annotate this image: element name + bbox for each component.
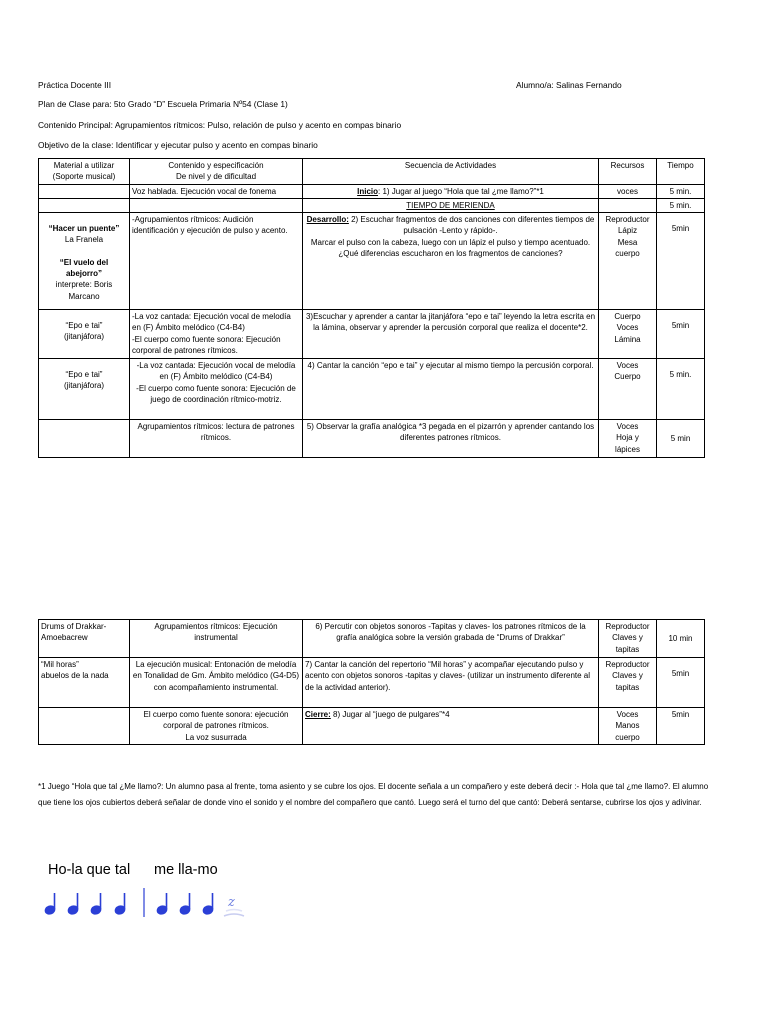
quarter-note-icon bbox=[202, 893, 214, 915]
table-row bbox=[39, 658, 705, 708]
resources-cell: Reproductor Claves y tapitas bbox=[599, 658, 657, 708]
objective-line: Objetivo de la clase: Identificar y ejecutar pulso y acento en compas binario bbox=[38, 140, 318, 150]
svg-text:z: z bbox=[228, 895, 235, 910]
sequence-cell: 7) Cantar la canción del repertorio “Mil horas” y acompañar ejecutando pulso y acento con objetos sonoros -tapitas y claves- (utilizar un instrumento diferente al de la actividad anterior). bbox=[303, 658, 599, 708]
content-cell: Agrupamientos rítmicos: Ejecución instrumental bbox=[130, 620, 303, 658]
course-title: Práctica Docente III bbox=[38, 80, 112, 90]
table-row bbox=[39, 708, 705, 745]
content-cell bbox=[130, 198, 303, 212]
content-cell: El cuerpo como fuente sonora: ejecución corporal de patrones rítmicos. La voz susurrada bbox=[130, 708, 303, 745]
material-cell: Drums of Drakkar-Amoebacrew bbox=[39, 620, 130, 658]
quarter-note-icon bbox=[67, 893, 79, 915]
table-row bbox=[39, 198, 705, 212]
quarter-note-icon bbox=[179, 893, 191, 915]
table-row bbox=[39, 359, 705, 420]
quarter-note-icon bbox=[114, 893, 126, 915]
resources-cell: Reproductor Claves y tapitas bbox=[599, 620, 657, 658]
quarter-rest-icon bbox=[224, 895, 244, 916]
header-content: Contenido y especificación De nivel y de dificultad bbox=[130, 159, 303, 185]
resources-cell: Reproductor Lápiz Mesa cuerpo bbox=[599, 213, 657, 310]
table-header-row bbox=[39, 159, 705, 185]
lyric-me-llamo: me lla-mo bbox=[154, 862, 218, 878]
material-cell bbox=[39, 420, 130, 458]
resources-cell: Voces Manos cuerpo bbox=[599, 708, 657, 745]
resources-cell: Cuerpo Voces Lámina bbox=[599, 310, 657, 359]
cierre-label: Cierre: bbox=[305, 710, 331, 719]
sequence-cell: 6) Percutir con objetos sonoros -Tapitas y claves- los patrones rítmicos de la grafía analógica sobre la versión grabada de “Drums of Drakkar” bbox=[303, 620, 599, 658]
resources-cell: voces bbox=[599, 184, 657, 198]
material-cell: “Hacer un puente” La Franela “El vuelo del abejorro” interprete: Boris Marcano bbox=[39, 213, 130, 310]
notes-svg bbox=[38, 862, 278, 932]
table-row bbox=[39, 420, 705, 458]
sequence-cell: Cierre: 8) Jugar al “juego de pulgares”*4 bbox=[303, 708, 599, 745]
plan-line: Plan de Clase para: 5to Grado “D” Escuela Primaria Nº54 (Clase 1) bbox=[38, 99, 288, 109]
header-time: Tiempo bbox=[657, 159, 705, 185]
inicio-label: Inicio bbox=[357, 186, 379, 196]
material-cell: “Epo e tai” (jitanjáfora) bbox=[39, 310, 130, 359]
sequence-cell: 5) Observar la grafía analógica *3 pegada en el pizarrón y aprender cantando los diferentes patrones rítmicos. bbox=[303, 420, 599, 458]
sequence-cell: 4) Cantar la canción “epo e tai” y ejecutar al mismo tiempo la percusión corporal. bbox=[303, 359, 599, 420]
material-cell bbox=[39, 184, 130, 198]
time-cell: 5min bbox=[657, 708, 705, 745]
footnote-1: *1 Juego “Hola que tal ¿Me llamo?: Un alumno pasa al frente, toma asiento y se cubre los ojos. El docente señala a un compañero y este deberá decir :- Hola que tal ¿me llamo?. El alumno que tiene los ojos cubiertos deberá señalar de donde vino el sonido y el nombre del compañero que cantó. Luego será el turno del que cantó: Deberá sentarse, cubrirse los ojos y adivinar. bbox=[38, 782, 709, 807]
quarter-note-icon bbox=[156, 893, 168, 915]
time-cell: 10 min bbox=[657, 620, 705, 658]
student-name: Alumno/a: Salinas Fernando bbox=[516, 80, 622, 90]
content-cell: Voz hablada. Ejecución vocal de fonema bbox=[130, 184, 303, 198]
content-cell: -La voz cantada: Ejecución vocal de melodía en (F) Ámbito melódico (C4-B4) -El cuerpo como fuente sonora: Ejecución de juego de coordinación rítmico-motriz. bbox=[130, 359, 303, 420]
time-cell: 5 min. bbox=[657, 359, 705, 420]
quarter-note-icon bbox=[90, 893, 102, 915]
time-cell: 5 min. bbox=[657, 198, 705, 212]
header-sequence: Secuencia de Actividades bbox=[303, 159, 599, 185]
material-cell: “Epo e tai” (jitanjáfora) bbox=[39, 359, 130, 420]
resources-cell bbox=[599, 198, 657, 212]
merienda-label: TIEMPO DE MERIENDA bbox=[303, 198, 599, 212]
sequence-cell: Desarrollo: 2) Escuchar fragmentos de dos canciones con diferentes tiempos de pulsación -Lento y rápido-. Marcar el pulso con la cabeza, luego con un lápiz el pulso y tiempo acentuado. ¿Qué diferencias escucharon en los fragmentos de canciones? bbox=[303, 213, 599, 310]
resources-cell: Voces Cuerpo bbox=[599, 359, 657, 420]
content-cell: -Agrupamientos rítmicos: Audición identificación y ejecución de pulso y acento. bbox=[130, 213, 303, 310]
material-cell: “Mil horas” abuelos de la nada bbox=[39, 658, 130, 708]
resources-cell: Voces Hoja y lápices bbox=[599, 420, 657, 458]
activities-table-2 bbox=[38, 619, 705, 745]
material-cell bbox=[39, 198, 130, 212]
table-row bbox=[39, 310, 705, 359]
rhythm-notation bbox=[38, 862, 278, 932]
table-row bbox=[39, 620, 705, 658]
lyric-hola: Ho-la que tal bbox=[48, 862, 131, 878]
desarrollo-label: Desarrollo: bbox=[306, 215, 349, 225]
time-cell: 5min bbox=[657, 213, 705, 310]
content-line: Contenido Principal: Agrupamientos rítmicos: Pulso, relación de pulso y acento en compas binario bbox=[38, 120, 402, 130]
header-material: Material a utilizar (Soporte musical) bbox=[39, 159, 130, 185]
sequence-cell: 3)Escuchar y aprender a cantar la jitanjáfora “epo e tai” leyendo la letra escrita en la lámina, observar y aprender la percusión corporal que realiza el docente*2. bbox=[303, 310, 599, 359]
time-cell: 5min bbox=[657, 310, 705, 359]
table-row bbox=[39, 184, 705, 198]
header-resources: Recursos bbox=[599, 159, 657, 185]
time-cell: 5 min. bbox=[657, 184, 705, 198]
material-cell bbox=[39, 708, 130, 745]
content-cell: La ejecución musical: Entonación de melodía en Tonalidad de Gm. Ámbito melódico (G4-D5) con acompañamiento instrumental. bbox=[130, 658, 303, 708]
activities-table-1 bbox=[38, 158, 705, 458]
content-cell: -La voz cantada: Ejecución vocal de melodía en (F) Ámbito melódico (C4-B4) -El cuerpo como fuente sonora: Ejecución corporal de patrones rítmicos. bbox=[130, 310, 303, 359]
table-row bbox=[39, 213, 705, 310]
time-cell: 5min bbox=[657, 658, 705, 708]
quarter-note-icon bbox=[44, 893, 56, 915]
sequence-cell: Inicio: 1) Jugar al juego “Hola que tal ¿me llamo?”*1 bbox=[303, 184, 599, 198]
content-cell: Agrupamientos rítmicos: lectura de patrones rítmicos. bbox=[130, 420, 303, 458]
time-cell: 5 min bbox=[657, 420, 705, 458]
